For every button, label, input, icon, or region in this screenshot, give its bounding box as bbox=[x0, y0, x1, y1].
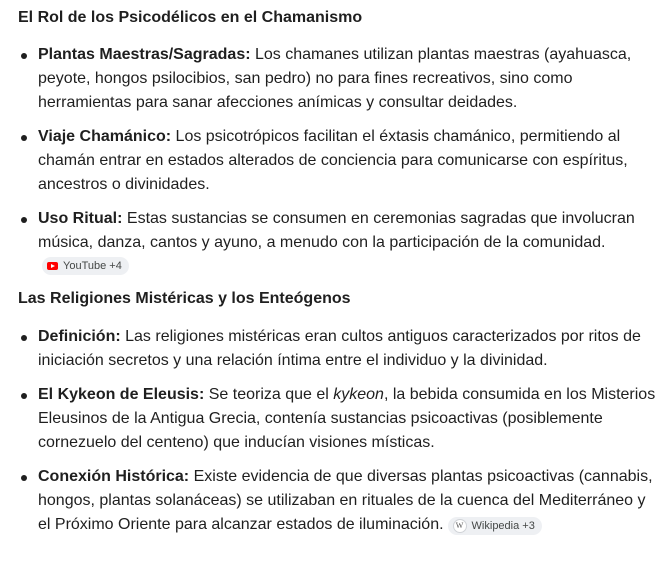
bullet-icon bbox=[21, 335, 27, 341]
list-item bbox=[18, 325, 658, 373]
shamanism-list bbox=[18, 43, 658, 279]
list-item bbox=[18, 43, 658, 115]
bullet-icon bbox=[21, 53, 27, 59]
bullet-icon bbox=[21, 217, 27, 223]
source-chip-label: Wikipedia +3 bbox=[471, 520, 535, 532]
list-item-term: El Kykeon de Eleusis: bbox=[38, 386, 205, 403]
list-item-text: Estas sustancias se consumen en ceremonias sagradas que involucran música, danza, cantos y ayuno, a menudo con la participación de la comunidad. bbox=[38, 210, 635, 251]
list-item-text: Los psicotrópicos facilitan el éxtasis chamánico, permitiendo al chamán entrar en estados alterados de conciencia para comunicarse con espíritus, ancestros o divinidades. bbox=[38, 128, 628, 193]
source-chip-label: YouTube +4 bbox=[63, 260, 122, 272]
section-heading-shamanism: El Rol de los Psicodélicos en el Chamanismo bbox=[18, 9, 363, 26]
list-item-text: Las religiones mistéricas eran cultos antiguos caracterizados por ritos de iniciación secretos y una relación íntima entre el individuo y la divinidad. bbox=[38, 328, 641, 369]
list-item-text: Los chamanes utilizan plantas maestras (ayahuasca, peyote, hongos psilocibios, san pedro) no para fines recreativos, sino como herramientas para sanar afecciones anímicas y consultar deidades. bbox=[38, 46, 632, 111]
list-item-italic-term: kykeon bbox=[333, 386, 384, 403]
source-chip-wikipedia[interactable] bbox=[448, 517, 542, 535]
list-item-term: Viaje Chamánico: bbox=[38, 128, 172, 145]
bullet-icon bbox=[21, 135, 27, 141]
section-heading-mystery-religions: Las Religiones Mistéricas y los Enteógenos bbox=[18, 290, 351, 307]
bullet-icon bbox=[21, 393, 27, 399]
list-item-term: Conexión Histórica: bbox=[38, 468, 190, 485]
list-item bbox=[18, 383, 658, 455]
list-item bbox=[18, 207, 658, 279]
wikipedia-icon: W bbox=[453, 519, 467, 533]
list-item-text: , la bebida consumida en los Misterios Eleusinos de la Antigua Grecia, contenía sustancias psicoactivas (posiblemente cornezuelo del centeno) que inducían visiones místicas. bbox=[38, 386, 656, 451]
mystery-religions-list bbox=[18, 325, 658, 537]
list-item-term: Definición: bbox=[38, 328, 121, 345]
list-item-term: Uso Ritual: bbox=[38, 210, 123, 227]
source-chip-youtube[interactable] bbox=[42, 257, 129, 275]
list-item bbox=[18, 125, 658, 197]
list-item bbox=[18, 465, 658, 537]
list-item-text: Se teoriza que el bbox=[204, 386, 334, 403]
youtube-icon bbox=[47, 262, 58, 270]
list-item-text: Existe evidencia de que diversas plantas psicoactivas (cannabis, hongos, plantas solanáceas) se utilizaban en rituales de la cuenca del Mediterráneo y el Próximo Oriente para alcanzar estados de iluminación. bbox=[38, 468, 653, 533]
list-item-term: Plantas Maestras/Sagradas: bbox=[38, 46, 251, 63]
bullet-icon bbox=[21, 475, 27, 481]
